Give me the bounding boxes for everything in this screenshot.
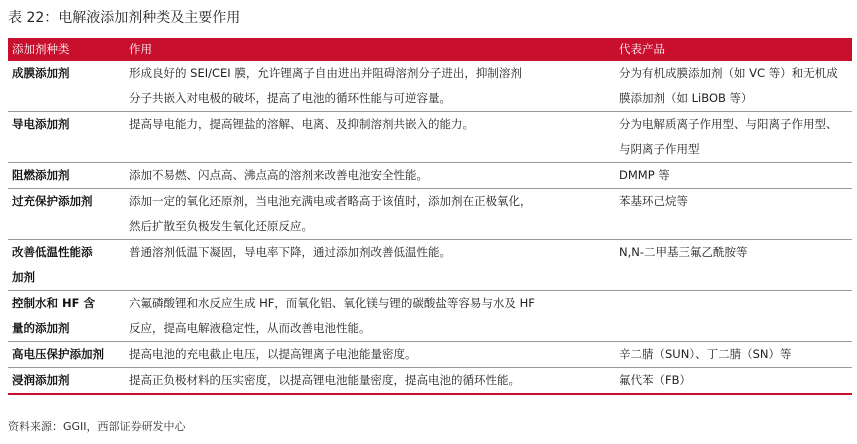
cell-text-line: 控制水和 HF 含: [12, 296, 95, 310]
table-row: [8, 368, 852, 395]
cell-text-line: 提高导电能力，提高锂盐的溶解、电离、及抑制溶剂共嵌入的能力。: [129, 117, 474, 131]
table-row: [8, 342, 852, 368]
products-cell: [615, 61, 852, 112]
cell-text-line: 辛二腈（SUN）、丁二腈（SN）等: [619, 347, 792, 361]
cell-text-line: 添加不易燃、闪点高、沸点高的溶剂来改善电池安全性能。: [129, 168, 428, 182]
cell-text-line: 成膜添加剂: [12, 66, 70, 80]
cell-text-line: 提高正负极材料的压实密度，以提高锂电池能量密度，提高电池的循环性能。: [129, 373, 520, 387]
table-row: [8, 163, 852, 189]
table-row: [8, 291, 852, 342]
cell-text-line: 阻燃添加剂: [12, 168, 70, 182]
products-cell: [615, 342, 852, 368]
function-cell: [125, 61, 615, 112]
table-body: [8, 61, 852, 394]
products-cell: [615, 368, 852, 395]
cell-text-line: 加剂: [12, 270, 35, 284]
table-row: [8, 240, 852, 291]
additive-type-cell: [8, 112, 125, 163]
products-cell: [615, 240, 852, 291]
cell-text-line: 添加一定的氧化还原剂，当电池充满电或者略高于该值时，添加剂在正极氧化，: [129, 194, 532, 208]
table-row: [8, 61, 852, 112]
table-title: 表 22：电解液添加剂种类及主要作用: [8, 10, 241, 26]
function-cell: [125, 163, 615, 189]
additive-type-cell: [8, 368, 125, 395]
additive-type-cell: [8, 189, 125, 240]
additive-table: [8, 38, 852, 395]
table-row: [8, 112, 852, 163]
additive-type-cell: [8, 240, 125, 291]
header-representative-products: 代表产品: [619, 42, 665, 56]
cell-text-line: 氟代苯（FB）: [619, 373, 692, 387]
cell-text-line: 膜添加剂（如 LiBOB 等）: [619, 91, 753, 105]
products-cell: [615, 112, 852, 163]
products-cell: [615, 189, 852, 240]
function-cell: [125, 342, 615, 368]
products-cell: [615, 291, 852, 342]
table-header: [8, 38, 852, 61]
cell-text-line: 提高电池的充电截止电压，以提高锂离子电池能量密度。: [129, 347, 417, 361]
cell-text-line: 然后扩散至负极发生氧化还原反应。: [129, 219, 313, 233]
header-additive-type: 添加剂种类: [12, 42, 70, 56]
header-function: 作用: [129, 42, 152, 56]
function-cell: [125, 189, 615, 240]
source-note: 资料来源：GGII，西部证券研发中心: [8, 420, 186, 433]
cell-text-line: 浸润添加剂: [12, 373, 70, 387]
cell-text-line: 反应，提高电解液稳定性，从而改善电池性能。: [129, 321, 371, 335]
cell-text-line: 普通溶剂低温下凝固，导电率下降，通过添加剂改善低温性能。: [129, 245, 451, 259]
cell-text-line: 分为有机成膜添加剂（如 VC 等）和无机成: [619, 66, 838, 80]
additive-type-cell: [8, 291, 125, 342]
cell-text-line: 分为电解质离子作用型、与阳离子作用型、: [619, 117, 838, 131]
cell-text-line: N,N-二甲基三氟乙酰胺等: [619, 245, 748, 259]
additive-type-cell: [8, 61, 125, 112]
cell-text-line: 六氟磷酸锂和水反应生成 HF，而氧化铝、氧化镁与锂的碳酸盐等容易与水及 HF: [129, 296, 535, 310]
cell-text-line: 高电压保护添加剂: [12, 347, 104, 361]
cell-text-line: 过充保护添加剂: [12, 194, 93, 208]
cell-text-line: 分子共嵌入对电极的破坏，提高了电池的循环性能与可逆容量。: [129, 91, 451, 105]
cell-text-line: DMMP 等: [619, 168, 670, 182]
cell-text-line: 形成良好的 SEI/CEI 膜，允许锂离子自由进出并阻碍溶剂分子进出，抑制溶剂: [129, 66, 522, 80]
cell-text-line: 导电添加剂: [12, 117, 70, 131]
additive-type-cell: [8, 163, 125, 189]
function-cell: [125, 291, 615, 342]
cell-text-line: 苯基环己烷等: [619, 194, 688, 208]
products-cell: [615, 163, 852, 189]
function-cell: [125, 112, 615, 163]
cell-text-line: 量的添加剂: [12, 321, 70, 335]
additive-type-cell: [8, 342, 125, 368]
cell-text-line: 与阴离子作用型: [619, 142, 700, 156]
cell-text-line: 改善低温性能添: [12, 245, 93, 259]
function-cell: [125, 240, 615, 291]
header-row: [8, 38, 852, 61]
function-cell: [125, 368, 615, 395]
table-row: [8, 189, 852, 240]
